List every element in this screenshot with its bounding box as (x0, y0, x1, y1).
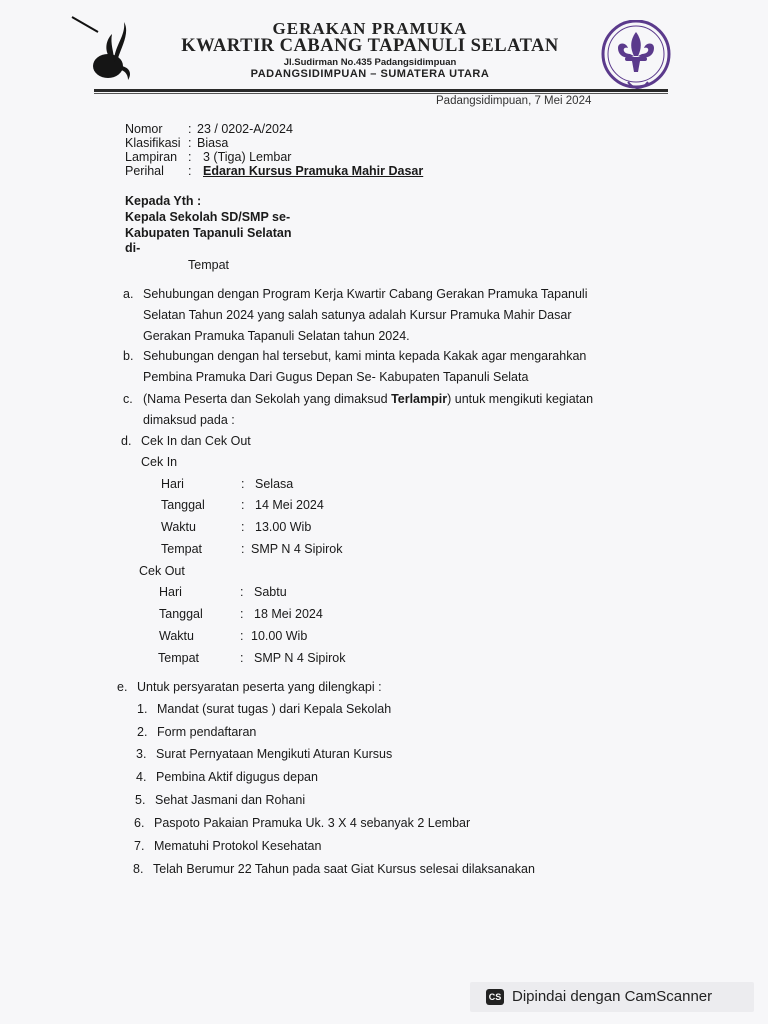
place-date: Padangsidimpuan, 7 Mei 2024 (436, 95, 592, 107)
recipient-tempat: Tempat (188, 258, 229, 272)
recipient-line-2: Kabupaten Tapanuli Selatan (125, 226, 292, 240)
item-e-title: Untuk persyaratan peserta yang dilengkapi : (137, 680, 382, 694)
letterhead-rule-thin (94, 93, 668, 94)
camscanner-watermark (470, 982, 754, 1012)
cek-in-label: Tempat (161, 542, 202, 556)
nomor-value: 23 / 0202-A/2024 (197, 122, 293, 136)
cek-out-label: Hari (159, 585, 182, 599)
requirement-text: Form pendaftaran (157, 725, 257, 739)
item-c-text-post: ) untuk mengikuti kegiatan (447, 392, 594, 406)
cek-in-colon: : (241, 498, 245, 512)
requirement-text: Pembina Aktif digugus depan (156, 770, 318, 784)
cek-out-colon: : (240, 629, 244, 643)
requirement-text: Mematuhi Protokol Kesehatan (154, 839, 322, 853)
perihal-label: Perihal (125, 164, 164, 178)
requirement-number: 7. (134, 839, 145, 853)
recipient-di: di- (125, 241, 141, 255)
cek-out-colon: : (240, 651, 244, 665)
cek-out-label: Tanggal (159, 607, 203, 621)
lampiran-value: 3 (Tiga) Lembar (203, 150, 292, 164)
cek-in-label: Hari (161, 477, 184, 491)
requirement-number: 3. (136, 747, 147, 761)
requirement-text: Paspoto Pakaian Pramuka Uk. 3 X 4 sebanyak 2 Lembar (154, 816, 471, 830)
lampiran-colon: : (188, 150, 192, 164)
fleur-de-lis-icon (598, 20, 674, 96)
requirement-number: 6. (134, 816, 145, 830)
cek-in-colon: : (241, 542, 245, 556)
cek-out-colon: : (240, 585, 244, 599)
requirement-text: Telah Berumur 22 Tahun pada saat Giat Kursus selesai dilaksanakan (153, 862, 535, 876)
requirement-number: 4. (136, 770, 147, 784)
item-c-marker: c. (123, 392, 133, 406)
camscanner-text: Dipindai dengan CamScanner (512, 988, 713, 1005)
requirement-number: 8. (133, 862, 144, 876)
camscanner-logo-icon: CS (486, 989, 504, 1005)
item-b-marker: b. (123, 349, 134, 363)
letterhead-city: PADANGSIDIMPUAN – SUMATERA UTARA (250, 68, 490, 80)
klasifikasi-colon: : (188, 136, 192, 150)
item-b-line-2: Pembina Pramuka Dari Gugus Depan Se- Kabupaten Tapanuli Selata (143, 370, 529, 384)
cek-out-value: 18 Mei 2024 (254, 607, 323, 621)
klasifikasi-value: Biasa (197, 136, 229, 150)
cek-in-colon: : (241, 477, 245, 491)
letterhead-address: Jl.Sudirman No.435 Padangsidimpuan (283, 57, 457, 68)
letterhead-branch: KWARTIR CABANG TAPANULI SELATAN (181, 36, 559, 56)
cek-out-value: 10.00 Wib (251, 629, 308, 643)
requirement-number: 5. (135, 793, 146, 807)
cek-out-label: Waktu (159, 629, 194, 643)
item-a-line-2: Selatan Tahun 2024 yang salah satunya adalah Kursur Pramuka Mahir Dasar (143, 308, 572, 322)
cek-out-title: Cek Out (139, 564, 185, 578)
cek-out-value: Sabtu (254, 585, 287, 599)
cek-in-value: SMP N 4 Sipirok (251, 542, 343, 556)
requirement-number: 2. (137, 725, 148, 739)
cek-in-colon: : (241, 520, 245, 534)
cek-in-label: Tanggal (161, 498, 205, 512)
letterhead-rule (94, 89, 668, 92)
letterhead-org: GERAKAN PRAMUKA (272, 19, 468, 38)
recipient-greeting: Kepada Yth : (125, 194, 202, 208)
item-a-line-1: Sehubungan dengan Program Kerja Kwartir Cabang Gerakan Pramuka Tapanuli (143, 287, 588, 301)
nomor-colon: : (188, 122, 192, 136)
item-a-line-3: Gerakan Pramuka Tapanuli Selatan tahun 2024. (143, 329, 410, 343)
item-e-marker: e. (117, 680, 128, 694)
cek-out-value: SMP N 4 Sipirok (254, 651, 346, 665)
cek-out-colon: : (240, 607, 244, 621)
cek-in-value: Selasa (255, 477, 294, 491)
cek-in-value: 14 Mei 2024 (255, 498, 324, 512)
requirement-number: 1. (137, 702, 148, 716)
item-a-marker: a. (123, 287, 134, 301)
cek-in-label: Waktu (161, 520, 196, 534)
requirement-text: Surat Pernyataan Mengikuti Aturan Kursus (156, 747, 393, 761)
perihal-colon: : (188, 164, 192, 178)
item-c-text-pre: (Nama Peserta dan Sekolah yang dimaksud (143, 392, 392, 406)
cek-in-title: Cek In (141, 455, 178, 469)
item-c-text-bold: Terlampir (391, 392, 448, 406)
requirement-text: Mandat (surat tugas ) dari Kepala Sekolah (157, 702, 392, 716)
lampiran-label: Lampiran (125, 150, 178, 164)
perihal-value: Edaran Kursus Pramuka Mahir Dasar (203, 164, 424, 178)
item-d-title: Cek In dan Cek Out (141, 434, 251, 448)
cek-in-value: 13.00 Wib (255, 520, 312, 534)
item-c-line-1 (143, 389, 593, 410)
cek-out-label: Tempat (158, 651, 199, 665)
item-c-line-2: dimaksud pada : (143, 413, 235, 427)
item-b-line-1: Sehubungan dengan hal tersebut, kami minta kepada Kakak agar mengarahkan (143, 349, 587, 363)
klasifikasi-label: Klasifikasi (125, 136, 181, 150)
nomor-label: Nomor (125, 122, 163, 136)
requirement-text: Sehat Jasmani dan Rohani (155, 793, 306, 807)
item-d-marker: d. (121, 434, 132, 448)
recipient-line-1: Kepala Sekolah SD/SMP se- (125, 210, 291, 224)
